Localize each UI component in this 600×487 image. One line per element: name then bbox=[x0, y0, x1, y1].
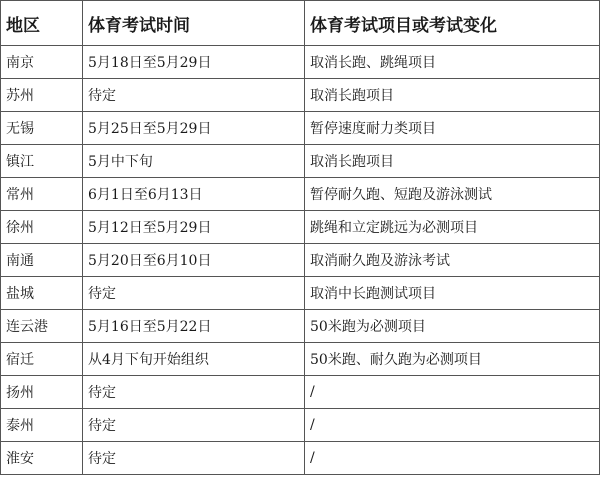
exam-items-cell: 跳绳和立定跳远为必测项目 bbox=[305, 211, 600, 244]
exam-time-cell: 6月1日至6月13日 bbox=[83, 178, 305, 211]
exam-time-cell: 待定 bbox=[83, 79, 305, 112]
region-cell: 无锡 bbox=[1, 112, 83, 145]
exam-time-cell: 5月中下旬 bbox=[83, 145, 305, 178]
region-cell: 泰州 bbox=[1, 409, 83, 442]
region-cell: 苏州 bbox=[1, 79, 83, 112]
table-row bbox=[1, 46, 600, 79]
table-row bbox=[1, 343, 600, 376]
table-header-row bbox=[1, 1, 600, 46]
table-row bbox=[1, 145, 600, 178]
exam-time-cell: 待定 bbox=[83, 442, 305, 475]
region-cell: 镇江 bbox=[1, 145, 83, 178]
exam-time-cell: 5月18日至5月29日 bbox=[83, 46, 305, 79]
exam-items-cell: 暂停速度耐力类项目 bbox=[305, 112, 600, 145]
exam-time-cell: 从4月下旬开始组织 bbox=[83, 343, 305, 376]
exam-items-cell: 取消中长跑测试项目 bbox=[305, 277, 600, 310]
exam-items-cell: 取消长跑项目 bbox=[305, 145, 600, 178]
table-row bbox=[1, 310, 600, 343]
exam-items-cell: 50米跑、耐久跑为必测项目 bbox=[305, 343, 600, 376]
table-row bbox=[1, 178, 600, 211]
region-cell: 连云港 bbox=[1, 310, 83, 343]
table-row bbox=[1, 376, 600, 409]
exam-items-cell: 取消长跑项目 bbox=[305, 79, 600, 112]
exam-items-cell: 暂停耐久跑、短跑及游泳测试 bbox=[305, 178, 600, 211]
exam-time-cell: 5月25日至5月29日 bbox=[83, 112, 305, 145]
header-exam-items: 体育考试项目或考试变化 bbox=[305, 1, 600, 46]
exam-time-cell: 5月12日至5月29日 bbox=[83, 211, 305, 244]
table-row bbox=[1, 409, 600, 442]
region-cell: 宿迁 bbox=[1, 343, 83, 376]
region-cell: 淮安 bbox=[1, 442, 83, 475]
exam-time-cell: 待定 bbox=[83, 409, 305, 442]
exam-items-cell: / bbox=[305, 409, 600, 442]
exam-time-cell: 待定 bbox=[83, 277, 305, 310]
exam-items-cell: 取消长跑、跳绳项目 bbox=[305, 46, 600, 79]
exam-items-cell: 取消耐久跑及游泳考试 bbox=[305, 244, 600, 277]
region-cell: 徐州 bbox=[1, 211, 83, 244]
region-cell: 盐城 bbox=[1, 277, 83, 310]
region-cell: 常州 bbox=[1, 178, 83, 211]
exam-time-cell: 待定 bbox=[83, 376, 305, 409]
exam-items-cell: / bbox=[305, 376, 600, 409]
table-row bbox=[1, 244, 600, 277]
region-cell: 南京 bbox=[1, 46, 83, 79]
exam-time-cell: 5月20日至6月10日 bbox=[83, 244, 305, 277]
table-row bbox=[1, 79, 600, 112]
region-cell: 南通 bbox=[1, 244, 83, 277]
exam-items-cell: / bbox=[305, 442, 600, 475]
table-row bbox=[1, 112, 600, 145]
header-region: 地区 bbox=[1, 1, 83, 46]
table-row bbox=[1, 277, 600, 310]
header-exam-time: 体育考试时间 bbox=[83, 1, 305, 46]
region-cell: 扬州 bbox=[1, 376, 83, 409]
table-row bbox=[1, 442, 600, 475]
exam-time-cell: 5月16日至5月22日 bbox=[83, 310, 305, 343]
table-row bbox=[1, 211, 600, 244]
exam-items-cell: 50米跑为必测项目 bbox=[305, 310, 600, 343]
